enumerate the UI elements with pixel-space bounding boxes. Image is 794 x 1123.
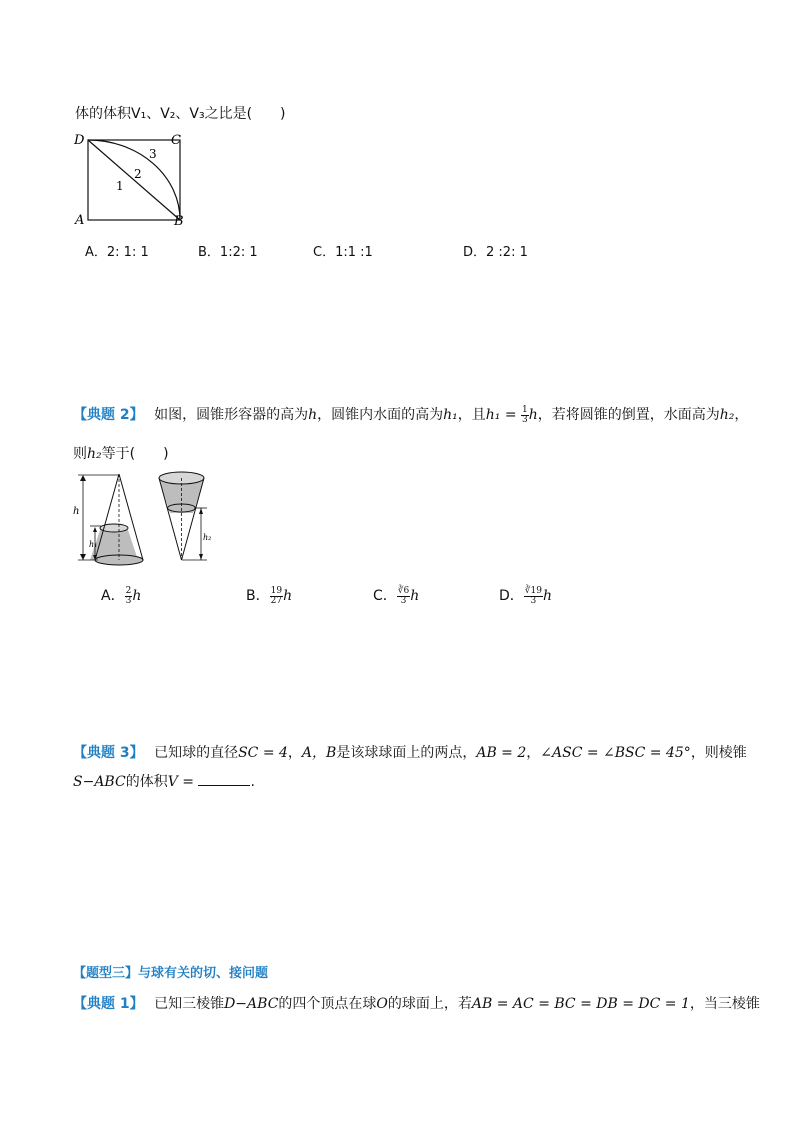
q3-line2: S−ABC的体积V = . bbox=[73, 774, 255, 790]
q2-tag: 【典题 2】 bbox=[73, 407, 144, 423]
section-heading: 【题型三】与球有关的切、接问题 bbox=[73, 966, 269, 981]
q2-option-b[interactable]: B． $\frac{19}{27}$ h bbox=[246, 585, 293, 606]
q1-option-d[interactable]: D．2 :2: 1 bbox=[463, 245, 528, 260]
label-h1: h₁ bbox=[89, 540, 98, 549]
q2-option-a[interactable]: A． $\frac{2}{3}$ h bbox=[101, 585, 142, 606]
label-C: C bbox=[171, 133, 181, 148]
region-1: 1 bbox=[116, 179, 124, 193]
label-h2: h₂ bbox=[203, 533, 212, 542]
frac-one-third: $\frac{1}{3}$ bbox=[522, 404, 528, 425]
q1-stem: 体的体积V₁、V₂、V₃之比是( ) bbox=[75, 106, 286, 122]
q1-option-a[interactable]: A．2: 1: 1 bbox=[85, 245, 149, 260]
square-quarter-circle-figure bbox=[70, 128, 190, 230]
region-2: 2 bbox=[134, 167, 142, 181]
q1-option-b[interactable]: B．1:2: 1 bbox=[198, 245, 258, 260]
label-D: D bbox=[74, 133, 85, 148]
label-A: A bbox=[75, 213, 85, 228]
q2-line2: 则h₂等于( ) bbox=[73, 446, 169, 462]
cone-figures bbox=[68, 468, 218, 568]
label-B: B bbox=[174, 214, 184, 229]
q1-option-c[interactable]: C．1:1 :1 bbox=[313, 245, 373, 260]
q2-option-c[interactable]: C． $\frac{∛6}{3}$ h bbox=[373, 585, 420, 606]
region-3: 3 bbox=[149, 147, 157, 161]
q3-line1: 【典题 3】 已知球的直径SC = 4，A，B是该球球面上的两点，AB = 2，∠ASC = ∠BSC = 45°，则棱锥 bbox=[73, 745, 747, 761]
label-h: h bbox=[73, 506, 80, 517]
answer-blank[interactable] bbox=[198, 773, 250, 786]
q4-line1: 【典题 1】 已知三棱锥D−ABC的四个顶点在球O的球面上，若AB = AC = BC = DB = DC = 1，当三棱锥 bbox=[73, 996, 760, 1012]
q2-option-d[interactable]: D． $\frac{∛19}{3}$ h bbox=[499, 585, 552, 606]
q3-tag: 【典题 3】 bbox=[73, 745, 144, 761]
q4-tag: 【典题 1】 bbox=[73, 996, 144, 1012]
q2-line1: 【典题 2】 如图，圆锥形容器的高为h，圆锥内水面的高为h₁，且h₁ = $\frac{1}{3}$ h，若将圆锥的倒置，水面高为h₂， bbox=[73, 404, 749, 425]
